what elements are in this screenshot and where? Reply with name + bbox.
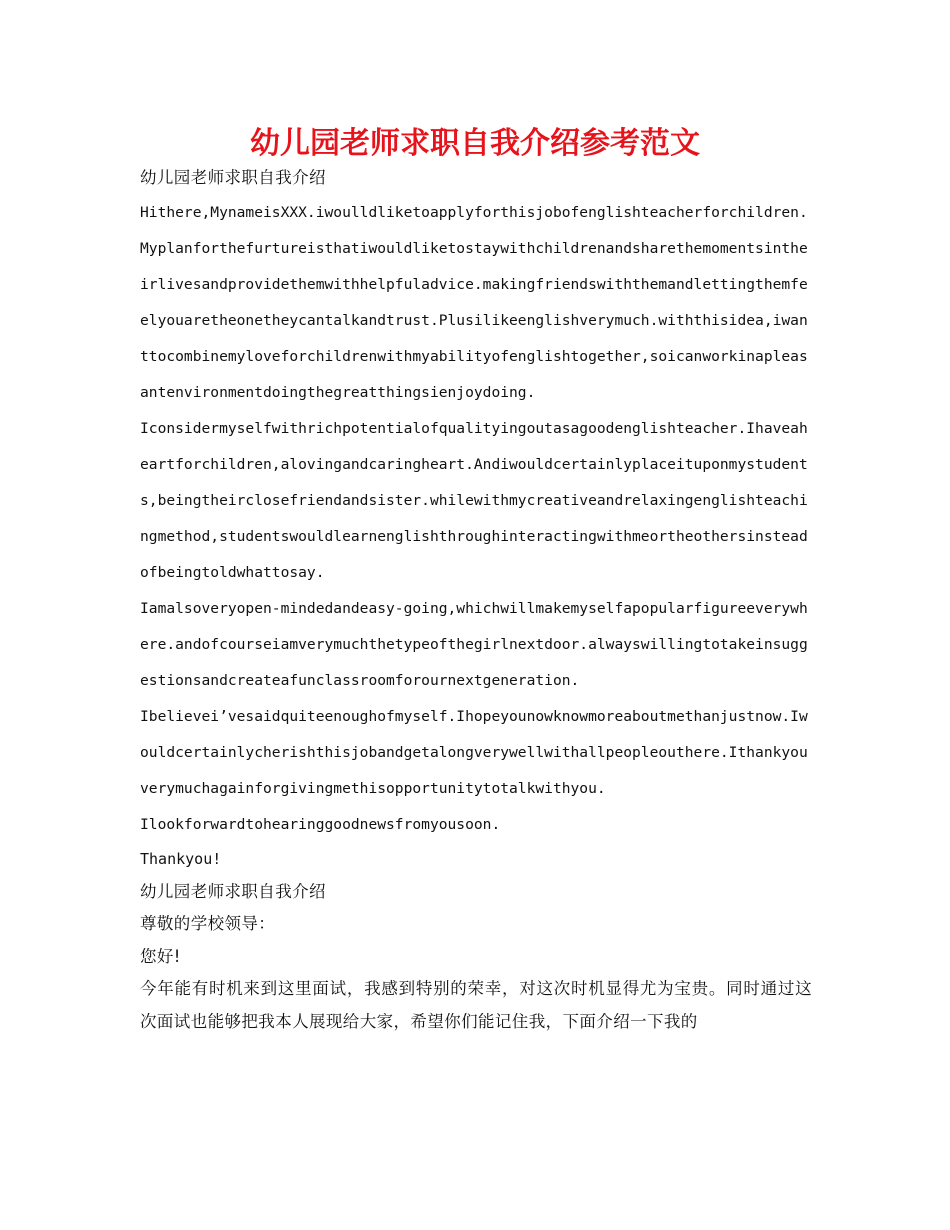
document-body: [140, 162, 812, 1038]
paragraph-intro-cn: 今年能有时机来到这里面试，我感到特别的荣幸，对这次时机显得尤为宝贵。同时通过这次面试也能够把我本人展现给大家，希望你们能记住我，下面介绍一下我的: [140, 979, 812, 1031]
paragraph-greeting: Hithere,MynameisXXX.iwoulldliketoapplyforthisjobofenglishteacherforchildren.: [140, 203, 808, 221]
paragraph-plan: Myplanforthefurtureisthatiwouldliketostaywithchildrenandsharethemomentsintheirlivesandprovidethemwithhelpfuladvice.makingfriendswiththemandlettingthemfeelyouaretheonetheycantalkandtrust.Plusilikeenglishverymuch.withthisidea,iwanttocombinemyloveforchildrenwithmyabilityofenglishtogether,soicanworkinapleasantenvironmentdoingthegreatthingsienjoydoing.: [140, 239, 808, 401]
greeting-line: 您好!: [140, 946, 181, 966]
salutation: 尊敬的学校领导：: [140, 914, 276, 933]
paragraph-thanks: Thankyou!: [140, 849, 222, 868]
paragraph-potential: Iconsidermyselfwithrichpotentialofqualityingoutasagoodenglishteacher.Ihaveaheartforchildren,alovingandcaringheart.Andiwouldcertainlyplaceituponmystudents,beingtheirclosefriendandsister.whilewithmycreativeandrelaxingenglishteachingmethod,studentswouldlearnenglishthroughinteractingwithmeortheothersinsteadofbeingtoldwhattosay.: [140, 419, 808, 581]
paragraph-personality: Iamalsoveryopen-mindedandeasy-going,whichwillmakemyselfapopularfigureeverywhere.andofcourseiamverymuchthetypeofthegirlnextdoor.alwayswillingtotakeinsuggestionsandcreateafunclassroomforournextgeneration.: [140, 599, 808, 689]
paragraph-look-forward: Ilookforwardtohearinggoodnewsfromyousoon.: [140, 815, 501, 833]
section-heading-2: 幼儿园老师求职自我介绍: [140, 881, 326, 901]
section-heading: 幼儿园老师求职自我介绍: [140, 168, 326, 187]
paragraph-closing: Ibelievei’vesaidquiteenoughofmyself.Ihopeyounowknowmoreaboutmethanjustnow.Iwouldcertainlycherishthisjobandgetalongverywellwithallpeopleouthere.Ithankyouverymuchagainforgivingmethisopportunitytotalkwithyou.: [140, 707, 808, 797]
document-title: 幼儿园老师求职自我介绍参考范文: [250, 126, 700, 161]
